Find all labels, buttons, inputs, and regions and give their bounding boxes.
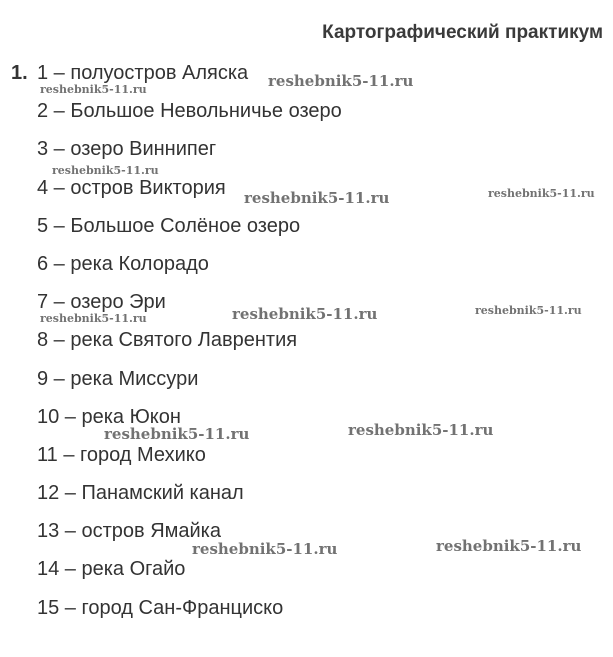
watermark: reshebnik5-11.ru (488, 187, 595, 200)
watermark: reshebnik5-11.ru (104, 425, 250, 443)
list-item: 7 – озеро Эри (37, 291, 166, 314)
watermark: reshebnik5-11.ru (268, 72, 414, 90)
exercise-number: 1. (11, 62, 28, 84)
page-title: Картографический практикум (322, 22, 603, 43)
watermark: reshebnik5-11.ru (244, 189, 390, 207)
watermark: reshebnik5-11.ru (436, 537, 582, 555)
list-item: 13 – остров Ямайка (37, 520, 221, 543)
list-item: 15 – город Сан-Франциско (37, 596, 284, 619)
list-item: 14 – река Огайо (37, 558, 186, 581)
watermark: reshebnik5-11.ru (232, 305, 378, 323)
watermark: reshebnik5-11.ru (52, 164, 159, 177)
list-item: 5 – Большое Солёное озеро (37, 214, 301, 237)
watermark: reshebnik5-11.ru (40, 83, 147, 96)
list-item: 9 – река Миссури (37, 367, 199, 390)
list-item: 10 – река Юкон (37, 405, 181, 428)
list-item: 6 – река Колорадо (37, 252, 209, 275)
list-item: 11 – город Мехико (37, 443, 206, 466)
list-item: 3 – озеро Виннипег (37, 138, 217, 161)
list-item: 1 – полуостров Аляска (37, 62, 249, 84)
list-item: 2 – Большое Невольничье озеро (37, 100, 342, 123)
list-item: 4 – остров Виктория (37, 176, 226, 199)
list-item: 12 – Панамский канал (37, 482, 244, 505)
list-item: 8 – река Святого Лаврентия (37, 329, 298, 352)
watermark: reshebnik5-11.ru (40, 312, 147, 325)
watermark: reshebnik5-11.ru (192, 540, 338, 558)
watermark: reshebnik5-11.ru (475, 304, 582, 317)
watermark: reshebnik5-11.ru (348, 421, 494, 439)
